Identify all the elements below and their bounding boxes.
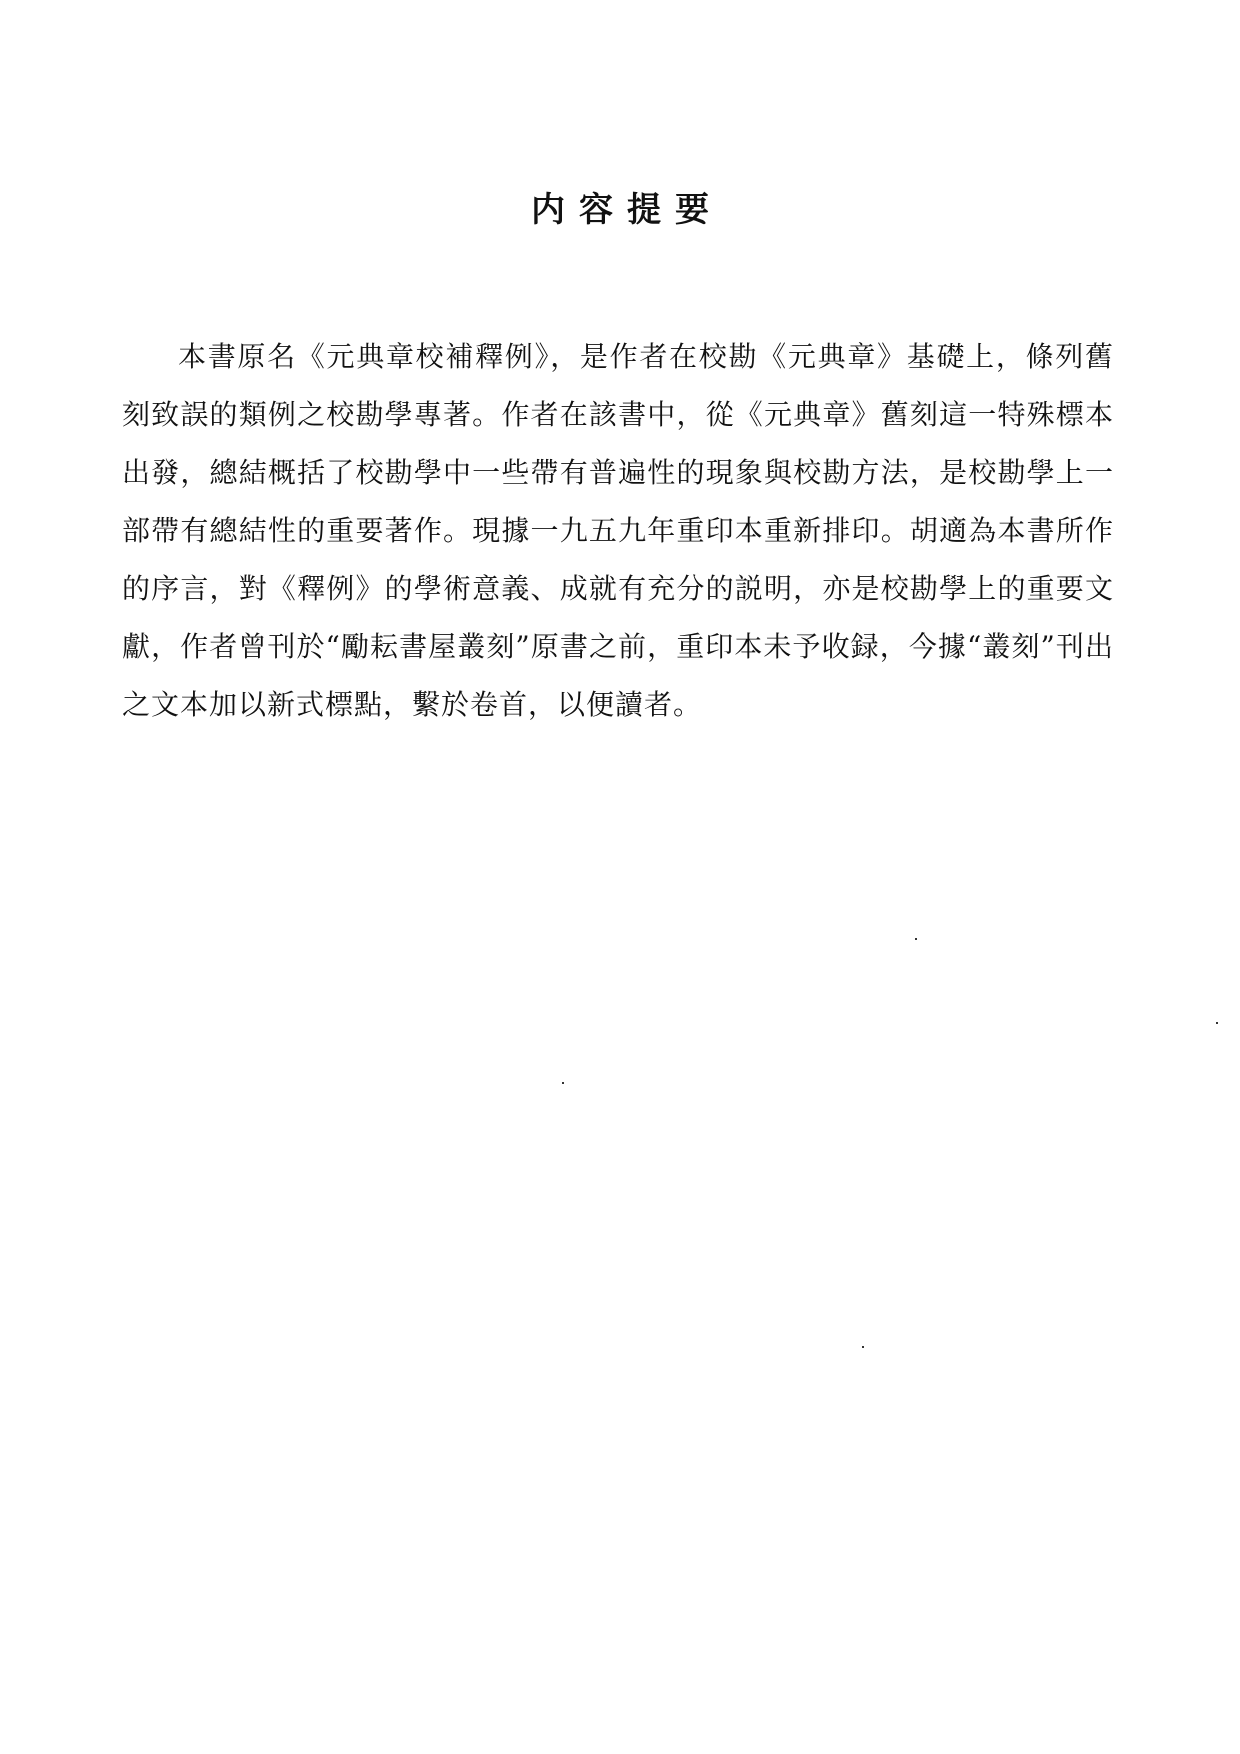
scan-speck [915, 938, 917, 940]
page-title: 内容提要 [531, 190, 723, 230]
scan-speck [1216, 1022, 1218, 1024]
scan-speck [562, 1082, 564, 1084]
summary-paragraph: 本書原名《元典章校補釋例》，是作者在校勘《元典章》基礎上，條列舊刻致誤的類例之校勘學專著。作者在該書中，從《元典章》舊刻這一特殊標本出發，總結概括了校勘學中一些帶有普遍性的現象與校勘方法，是校勘學上一部帶有總結性的重要著作。現據一九五九年重印本重新排印。胡適為本書所作的序言，對《釋例》的學術意義、成就有充分的説明，亦是校勘學上的重要文獻，作者曾刊於“勵耘書屋叢刻”原書之前，重印本未予收録，今據“叢刻”刊出之文本加以新式標點，繫於卷首，以便讀者。 [122, 340, 1114, 721]
scan-speck [862, 1346, 864, 1348]
